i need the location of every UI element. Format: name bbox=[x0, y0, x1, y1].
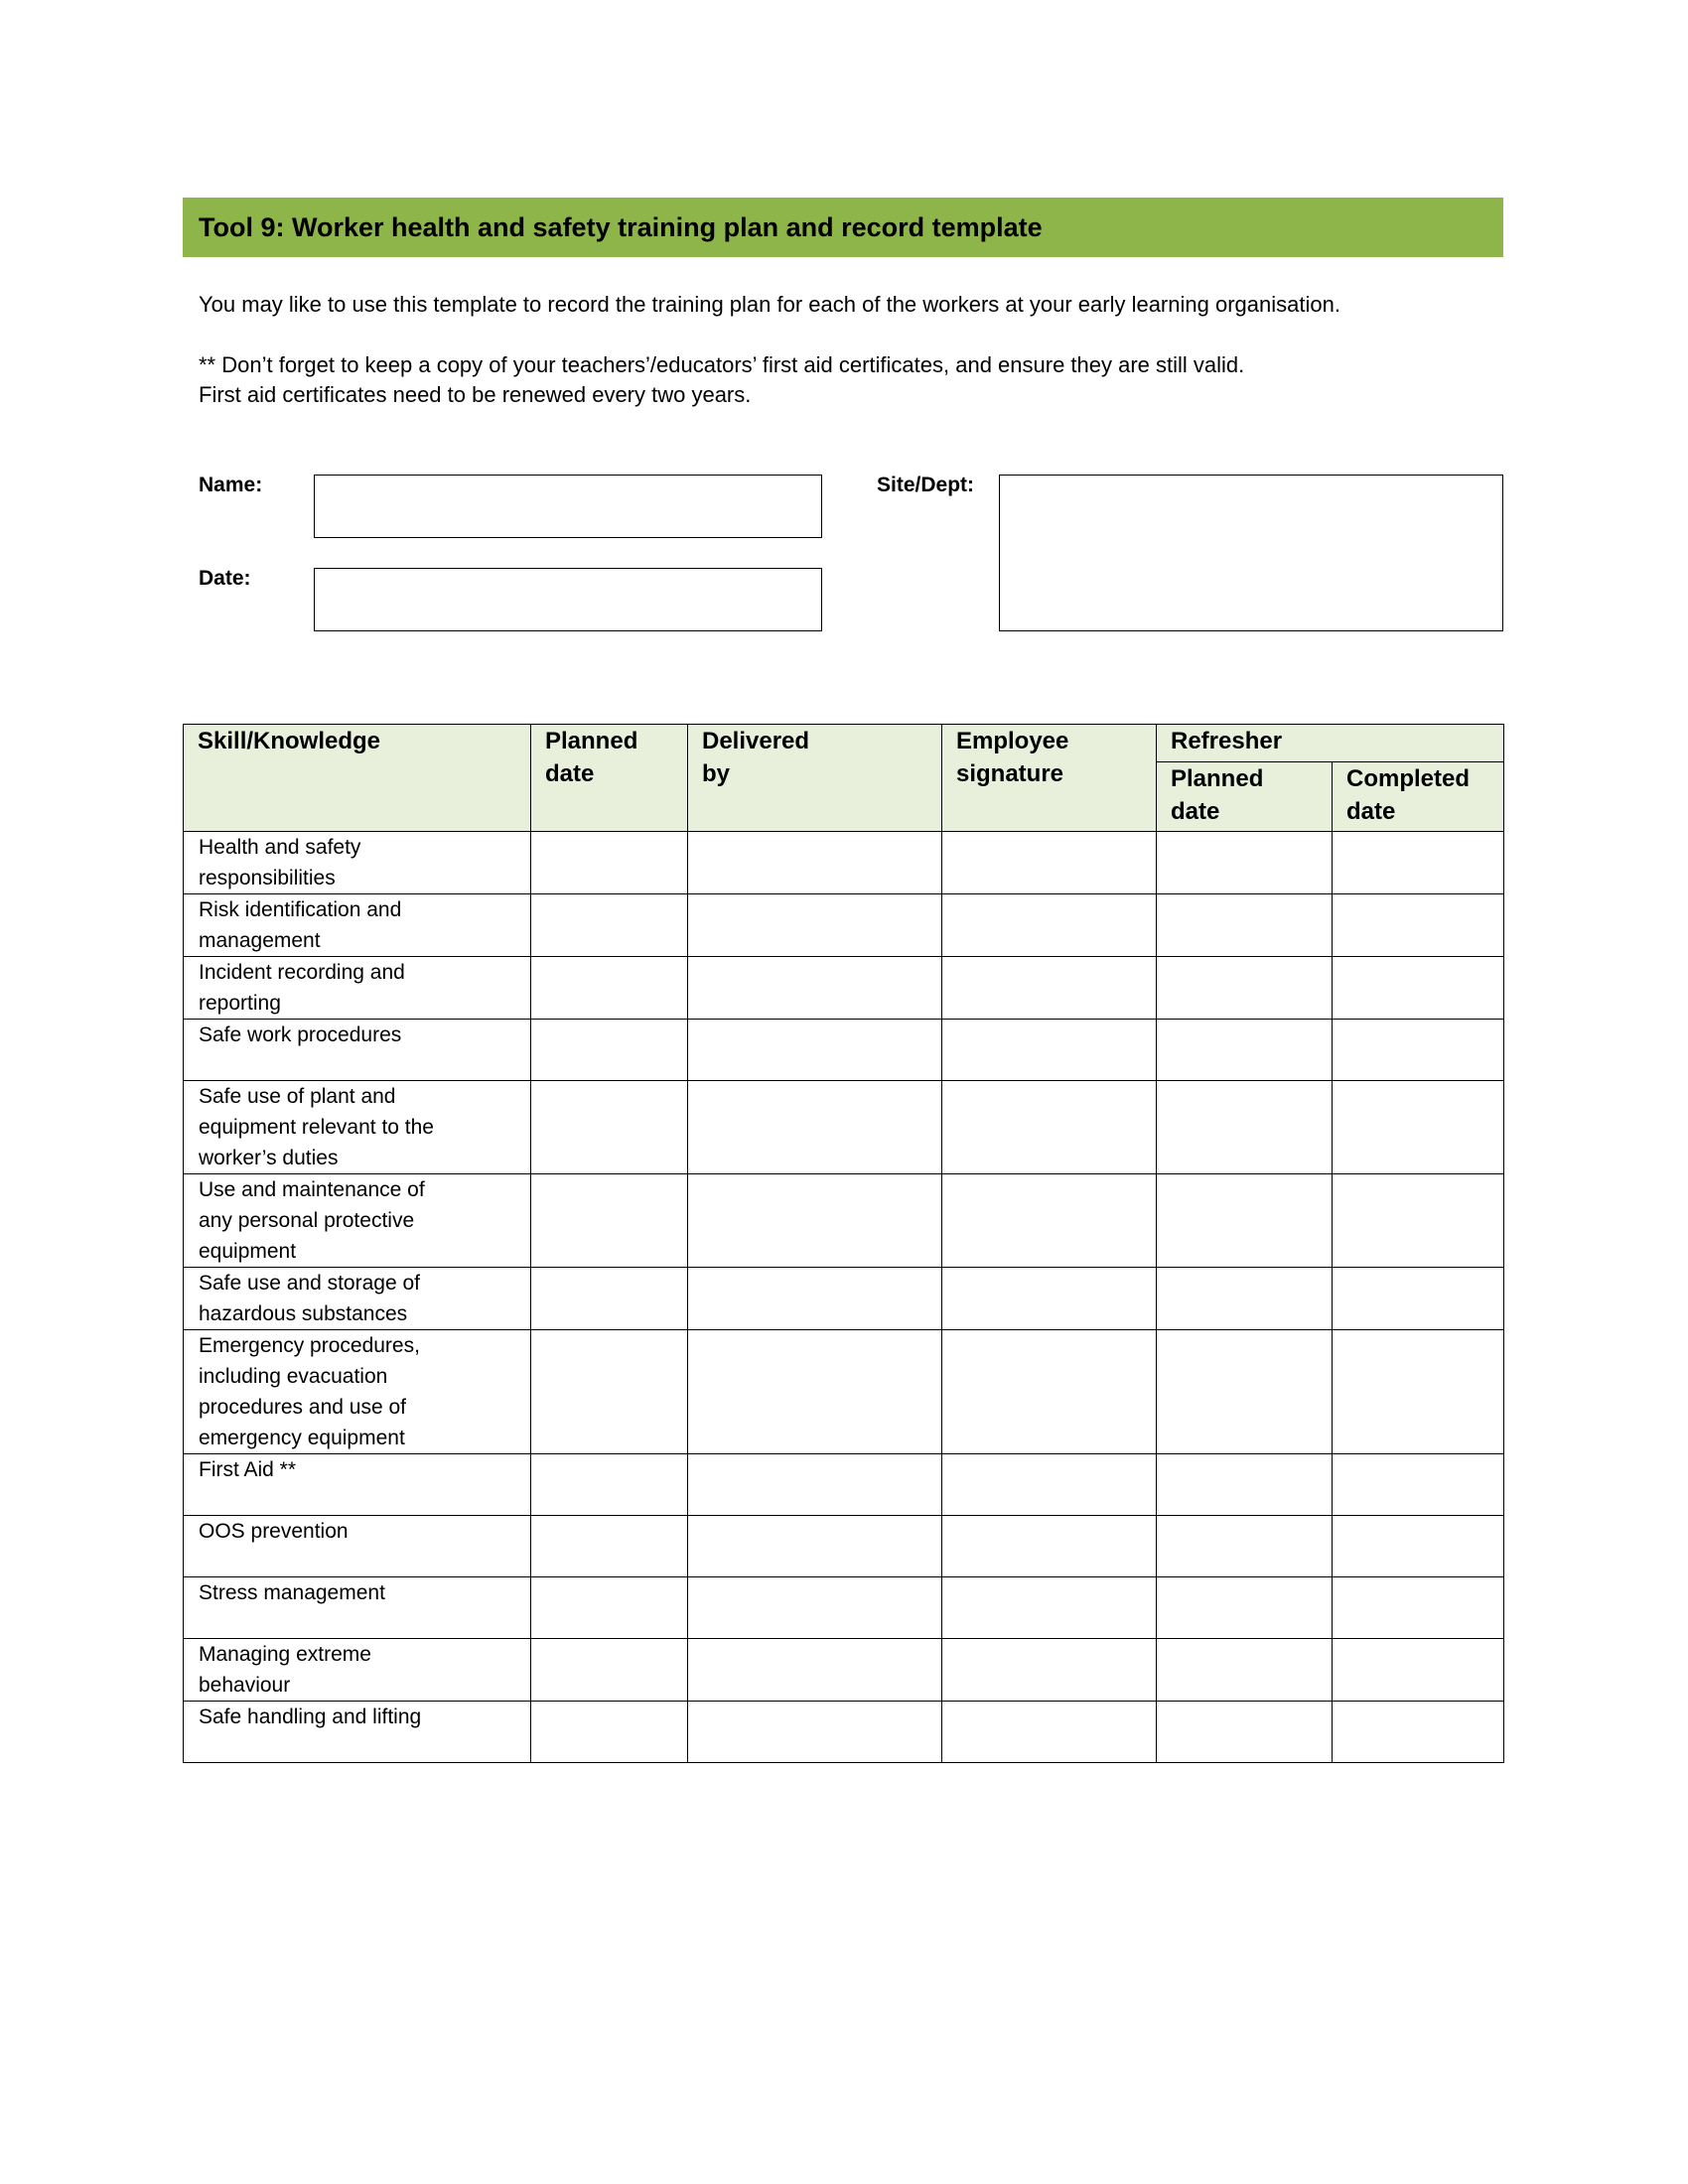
refresher-completed-cell[interactable] bbox=[1333, 1516, 1504, 1577]
planned-date-cell[interactable] bbox=[531, 832, 688, 894]
skill-text-line: Safe use and storage of bbox=[199, 1272, 420, 1295]
planned-date-cell[interactable] bbox=[531, 1702, 688, 1763]
planned-date-cell[interactable] bbox=[531, 1639, 688, 1702]
refresher-completed-cell[interactable] bbox=[1333, 1639, 1504, 1702]
refresher-planned-cell[interactable] bbox=[1157, 957, 1333, 1020]
name-label: Name: bbox=[199, 474, 263, 496]
table-row bbox=[184, 1020, 1504, 1081]
skill-text-line: Managing extreme bbox=[199, 1643, 371, 1666]
skill-text-line: Emergency procedures, bbox=[199, 1334, 420, 1357]
header-skill-knowledge: Skill/Knowledge bbox=[184, 725, 531, 832]
table-row bbox=[184, 1702, 1504, 1763]
skill-text-line: Safe handling and lifting bbox=[199, 1706, 422, 1728]
planned-date-cell[interactable] bbox=[531, 1268, 688, 1330]
skill-text-line: Risk identification and bbox=[199, 898, 402, 921]
name-field[interactable] bbox=[314, 475, 822, 538]
refresher-planned-cell[interactable] bbox=[1157, 832, 1333, 894]
skill-text-line: responsibilities bbox=[199, 867, 336, 889]
refresher-planned-cell[interactable] bbox=[1157, 1577, 1333, 1639]
skill-text-line: Incident recording and bbox=[199, 961, 405, 984]
refresher-planned-cell[interactable] bbox=[1157, 1516, 1333, 1577]
refresher-completed-cell[interactable] bbox=[1333, 957, 1504, 1020]
table-row bbox=[184, 1330, 1504, 1454]
skill-text-line: worker’s duties bbox=[199, 1147, 339, 1169]
skill-text-line: Health and safety bbox=[199, 836, 361, 859]
skill-cell bbox=[184, 1174, 531, 1268]
planned-date-cell[interactable] bbox=[531, 1081, 688, 1174]
skill-cell bbox=[184, 894, 531, 957]
refresher-completed-cell[interactable] bbox=[1333, 1330, 1504, 1454]
skill-text-line: any personal protective bbox=[199, 1209, 415, 1232]
header-refresher: Refresher bbox=[1157, 725, 1504, 762]
planned-date-cell[interactable] bbox=[531, 957, 688, 1020]
header-employee-signature: Employee signature bbox=[942, 725, 1157, 832]
employee-signature-cell[interactable] bbox=[942, 1577, 1157, 1639]
table-row bbox=[184, 1639, 1504, 1702]
employee-signature-cell[interactable] bbox=[942, 894, 1157, 957]
first-aid-note bbox=[199, 350, 1509, 410]
skill-cell bbox=[184, 1268, 531, 1330]
skill-cell bbox=[184, 1330, 531, 1454]
header-refresher-planned-date: Planned date bbox=[1157, 762, 1333, 832]
employee-signature-cell[interactable] bbox=[942, 1639, 1157, 1702]
refresher-completed-cell[interactable] bbox=[1333, 1454, 1504, 1516]
employee-signature-cell[interactable] bbox=[942, 1454, 1157, 1516]
skill-text-line: OOS prevention bbox=[199, 1520, 349, 1543]
refresher-planned-cell[interactable] bbox=[1157, 1020, 1333, 1081]
delivered-by-cell[interactable] bbox=[688, 1330, 942, 1454]
refresher-planned-cell[interactable] bbox=[1157, 1639, 1333, 1702]
skill-text-line: procedures and use of bbox=[199, 1396, 406, 1419]
table-row bbox=[184, 1174, 1504, 1268]
skill-cell bbox=[184, 1020, 531, 1081]
employee-signature-cell[interactable] bbox=[942, 1268, 1157, 1330]
header-refresher-completed-date: Completed date bbox=[1333, 762, 1504, 832]
table-row bbox=[184, 1454, 1504, 1516]
refresher-completed-cell[interactable] bbox=[1333, 1268, 1504, 1330]
refresher-completed-cell[interactable] bbox=[1333, 1081, 1504, 1174]
table-row bbox=[184, 1081, 1504, 1174]
note-line: ** Don’t forget to keep a copy of your teachers’/educators’ first aid certificates, and ensure they are still valid. bbox=[199, 352, 1245, 377]
table-row bbox=[184, 894, 1504, 957]
refresher-completed-cell[interactable] bbox=[1333, 1702, 1504, 1763]
skill-text-line: Stress management bbox=[199, 1581, 385, 1604]
skill-text-line: management bbox=[199, 929, 321, 952]
employee-signature-cell[interactable] bbox=[942, 1174, 1157, 1268]
header-delivered-by: Delivered by bbox=[688, 725, 942, 832]
note-line: First aid certificates need to be renewed every two years. bbox=[199, 382, 752, 407]
delivered-by-cell[interactable] bbox=[688, 1454, 942, 1516]
date-label: Date: bbox=[199, 567, 251, 590]
table-row bbox=[184, 957, 1504, 1020]
skill-cell bbox=[184, 1081, 531, 1174]
employee-signature-cell[interactable] bbox=[942, 1020, 1157, 1081]
refresher-planned-cell[interactable] bbox=[1157, 1330, 1333, 1454]
employee-signature-cell[interactable] bbox=[942, 1702, 1157, 1763]
skill-text-line: equipment relevant to the bbox=[199, 1116, 434, 1139]
delivered-by-cell[interactable] bbox=[688, 894, 942, 957]
skill-text-line: Safe work procedures bbox=[199, 1024, 402, 1046]
skill-cell bbox=[184, 1702, 531, 1763]
header-planned-date: Planned date bbox=[531, 725, 688, 832]
page-title: Tool 9: Worker health and safety training plan and record template bbox=[199, 211, 1043, 242]
refresher-completed-cell[interactable] bbox=[1333, 894, 1504, 957]
refresher-planned-cell[interactable] bbox=[1157, 1702, 1333, 1763]
date-field[interactable] bbox=[314, 568, 822, 631]
delivered-by-cell[interactable] bbox=[688, 832, 942, 894]
skill-cell bbox=[184, 1454, 531, 1516]
skill-text-line: reporting bbox=[199, 992, 281, 1015]
planned-date-cell[interactable] bbox=[531, 1174, 688, 1268]
planned-date-cell[interactable] bbox=[531, 1020, 688, 1081]
refresher-planned-cell[interactable] bbox=[1157, 1174, 1333, 1268]
planned-date-cell[interactable] bbox=[531, 1516, 688, 1577]
table-row bbox=[184, 832, 1504, 894]
planned-date-cell[interactable] bbox=[531, 1330, 688, 1454]
title-banner bbox=[183, 198, 1503, 257]
delivered-by-cell[interactable] bbox=[688, 957, 942, 1020]
table-row bbox=[184, 1577, 1504, 1639]
skill-text-line: behaviour bbox=[199, 1674, 291, 1697]
training-table bbox=[183, 724, 1504, 1763]
refresher-planned-cell[interactable] bbox=[1157, 1268, 1333, 1330]
employee-signature-cell[interactable] bbox=[942, 1330, 1157, 1454]
skill-text-line: equipment bbox=[199, 1240, 297, 1263]
delivered-by-cell[interactable] bbox=[688, 1577, 942, 1639]
employee-signature-cell[interactable] bbox=[942, 832, 1157, 894]
refresher-completed-cell[interactable] bbox=[1333, 1174, 1504, 1268]
delivered-by-cell[interactable] bbox=[688, 1174, 942, 1268]
skill-text-line: First Aid ** bbox=[199, 1458, 297, 1481]
table-row bbox=[184, 1516, 1504, 1577]
refresher-planned-cell[interactable] bbox=[1157, 894, 1333, 957]
skill-text-line: including evacuation bbox=[199, 1365, 388, 1388]
skill-cell bbox=[184, 1516, 531, 1577]
refresher-completed-cell[interactable] bbox=[1333, 1577, 1504, 1639]
employee-signature-cell[interactable] bbox=[942, 957, 1157, 1020]
skill-cell bbox=[184, 832, 531, 894]
refresher-planned-cell[interactable] bbox=[1157, 1454, 1333, 1516]
skill-text-line: Use and maintenance of bbox=[199, 1178, 425, 1201]
employee-signature-cell[interactable] bbox=[942, 1081, 1157, 1174]
table-row bbox=[184, 1268, 1504, 1330]
delivered-by-cell[interactable] bbox=[688, 1639, 942, 1702]
skill-cell bbox=[184, 1639, 531, 1702]
skill-cell bbox=[184, 1577, 531, 1639]
skill-text-line: Safe use of plant and bbox=[199, 1085, 396, 1108]
delivered-by-cell[interactable] bbox=[688, 1516, 942, 1577]
skill-text-line: hazardous substances bbox=[199, 1302, 408, 1325]
employee-signature-cell[interactable] bbox=[942, 1516, 1157, 1577]
skill-text-line: emergency equipment bbox=[199, 1427, 405, 1449]
refresher-completed-cell[interactable] bbox=[1333, 832, 1504, 894]
site-dept-field[interactable] bbox=[999, 475, 1503, 631]
refresher-planned-cell[interactable] bbox=[1157, 1081, 1333, 1174]
planned-date-cell[interactable] bbox=[531, 1454, 688, 1516]
skill-cell bbox=[184, 957, 531, 1020]
refresher-completed-cell[interactable] bbox=[1333, 1020, 1504, 1081]
delivered-by-cell[interactable] bbox=[688, 1702, 942, 1763]
planned-date-cell[interactable] bbox=[531, 894, 688, 957]
delivered-by-cell[interactable] bbox=[688, 1020, 942, 1081]
delivered-by-cell[interactable] bbox=[688, 1268, 942, 1330]
site-dept-label: Site/Dept: bbox=[877, 474, 975, 496]
planned-date-cell[interactable] bbox=[531, 1577, 688, 1639]
intro-text: You may like to use this template to record the training plan for each of the workers at your early learning organisation. bbox=[199, 292, 1340, 317]
delivered-by-cell[interactable] bbox=[688, 1081, 942, 1174]
